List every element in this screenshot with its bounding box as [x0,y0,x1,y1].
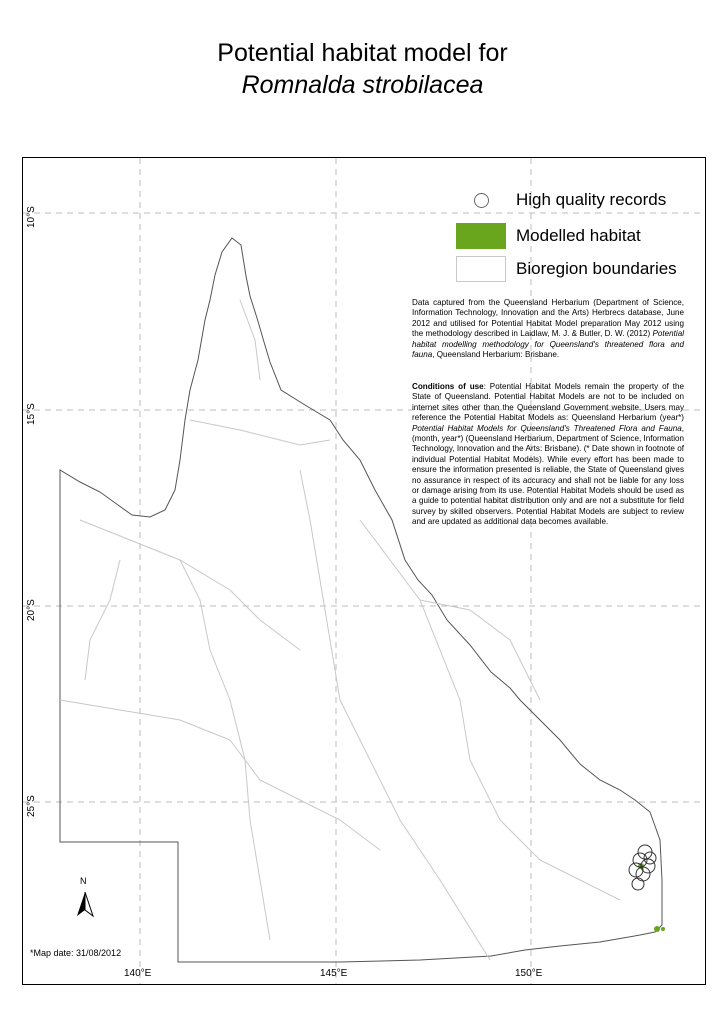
data-note-text: Data captured from the Queensland Herbarium (Department of Science, Information Technology, Innovation and the Arts) Herbrecs database, June 2012 and utilised for Potential Habitat Model preparation May 2012 using the methodology described in Laidlaw, M. J. & Butler, D. W. (2012) [412,298,684,339]
lat-label-25: 25°S [26,795,37,817]
conditions-text: : Potential Habitat Models remain the property of the State of Queensland. Potential Habitat Models are not to be included on internet sites other than the Queensland Government website. Users may reference the Potential Habitat Models as: Queensland Herbarium (year*) [412,382,685,423]
map-title-species: Romnalda strobilacea [241,71,484,99]
data-source-note [412,298,684,360]
legend-habitat-label: Modelled habitat [516,226,641,245]
legend-habitat [456,223,641,249]
data-note-text-end: , Queensland Herbarium: Brisbane. [432,350,560,360]
legend-bioregions-label: Bioregion boundaries [516,259,677,278]
conditions-text-end: , (month, year*) (Queensland Herbarium, Department of Science, Information Technology, Innovation and the Arts: Brisbane). (* Date shown in footnote of individual Potential Habitat Models). While every effort has been made to ensure the information presented is reliable, the State of Queensland gives no assurance in respect of its accuracy and shall not be liable for any loss or damage arising from its use. Potential Habitat Models should be used as a guide to potential habitat distribution only and are not a substitute for field survey by skilled observers. Potential Habitat Models are subject to review and are updated as additional data becomes available. [412,423,684,527]
conditions-heading: Conditions of use [412,382,484,391]
lon-label-140: 140°E [124,968,152,979]
record-points [629,845,656,890]
lon-label-150: 150°E [515,968,543,979]
map-date: *Map date: 31/08/2012 [30,948,122,958]
lat-label-10: 10°S [26,206,37,228]
legend-records [456,187,666,213]
lon-label-145: 145°E [320,968,348,979]
north-label: N [80,876,87,886]
record-symbol-icon [456,187,506,213]
map-title-line1: Potential habitat model for [217,39,508,67]
lat-label-20: 20°S [26,599,37,621]
north-arrow-icon [77,892,93,916]
conditions-italic: Potential Habitat Models for Queensland's Threatened Flora and Fauna [412,423,682,433]
lat-label-15: 15°S [26,403,37,425]
legend-records-label: High quality records [516,190,667,209]
bioregion-swatch [456,256,506,282]
conditions-of-use-note [412,382,684,528]
data-note-italic: Potential habitat modelling methodology for Queensland's threatened flora and fauna [412,329,684,360]
legend-bioregions [456,256,677,282]
habitat-swatch [456,223,506,249]
